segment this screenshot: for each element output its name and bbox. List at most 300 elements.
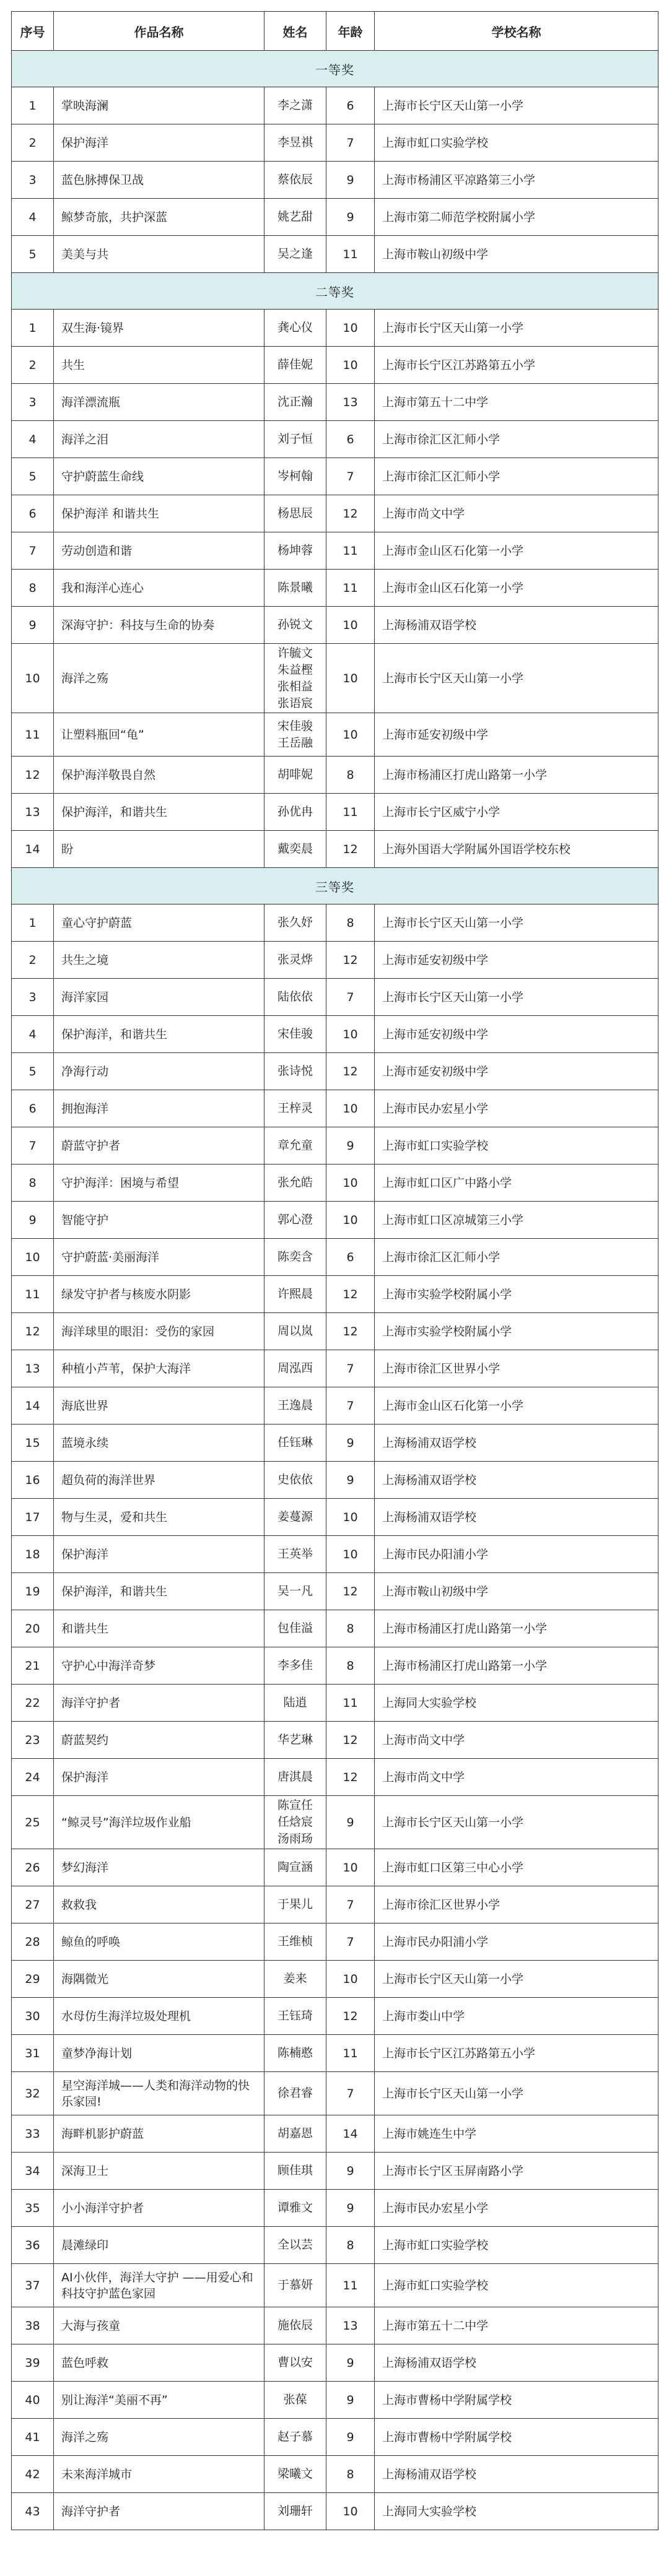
row-age: 9 [326, 2419, 375, 2456]
row-title: 守护蔚蓝生命线 [54, 458, 265, 495]
table-row [12, 162, 658, 199]
row-age: 10 [326, 1961, 375, 1998]
row-title: 海洋之殇 [54, 2419, 265, 2456]
row-title: 蔚蓝契约 [54, 1722, 265, 1759]
row-age: 7 [326, 2072, 375, 2115]
table-row [12, 1849, 658, 1886]
table-row [12, 1127, 658, 1164]
row-name: 陆依依 [265, 979, 326, 1016]
table-row [12, 310, 658, 347]
row-index: 27 [12, 1886, 54, 1923]
row-index: 16 [12, 1462, 54, 1499]
table-row [12, 2153, 658, 2190]
row-title: 童梦净海计划 [54, 2035, 265, 2072]
row-title: 星空海洋城——人类和海洋动物的快乐家园! [54, 2072, 265, 2115]
row-index: 25 [12, 1796, 54, 1849]
row-title: 深海守护：科技与生命的协奏 [54, 607, 265, 644]
row-name: 任钰琳 [265, 1425, 326, 1462]
row-school: 上海市长宁区威宁小学 [375, 794, 658, 831]
row-title: 守护海洋：困境与希望 [54, 1164, 265, 1202]
table-row [12, 1499, 658, 1536]
row-title: 净海行动 [54, 1053, 265, 1090]
row-title: 童心守护蔚蓝 [54, 904, 265, 942]
header-name: 姓名 [265, 12, 326, 51]
row-name: 王逸晨 [265, 1387, 326, 1425]
row-title: 保护海洋，和谐共生 [54, 1016, 265, 1053]
row-school: 上海市徐汇区汇师小学 [375, 1239, 658, 1276]
row-index: 15 [12, 1425, 54, 1462]
table-row [12, 1573, 658, 1610]
award-table [11, 11, 658, 2530]
row-title: 蓝境永续 [54, 1425, 265, 1462]
table-row [12, 979, 658, 1016]
row-school: 上海市鞍山初级中学 [375, 1573, 658, 1610]
row-age: 10 [326, 644, 375, 713]
row-school: 上海市长宁区天山第一小学 [375, 2072, 658, 2115]
row-title: 蓝色脉搏保卫战 [54, 162, 265, 199]
row-title: 守护心中海洋奇梦 [54, 1647, 265, 1685]
row-index: 13 [12, 1350, 54, 1387]
row-school: 上海市实验学校附属小学 [375, 1276, 658, 1313]
row-name: 戴奕晨 [265, 831, 326, 868]
row-title: 守护蔚蓝·美丽海洋 [54, 1239, 265, 1276]
table-row [12, 1350, 658, 1387]
row-age: 11 [326, 532, 375, 570]
row-title: 物与生灵，爱和共生 [54, 1499, 265, 1536]
table-row [12, 2115, 658, 2153]
row-school: 上海杨浦双语学校 [375, 1462, 658, 1499]
table-row [12, 2456, 658, 2493]
row-name: 吴一凡 [265, 1573, 326, 1610]
row-title: 梦幻海洋 [54, 1849, 265, 1886]
row-school: 上海市虹口实验学校 [375, 1127, 658, 1164]
row-age: 9 [326, 2153, 375, 2190]
row-name: 周以岚 [265, 1313, 326, 1350]
row-title: 双生海·镜界 [54, 310, 265, 347]
row-age: 11 [326, 570, 375, 607]
row-name: 杨坤蓉 [265, 532, 326, 570]
table-row [12, 421, 658, 458]
row-age: 7 [326, 124, 375, 162]
row-index: 5 [12, 458, 54, 495]
header-title: 作品名称 [54, 12, 265, 51]
row-school: 上海市长宁区天山第一小学 [375, 904, 658, 942]
row-age: 7 [326, 979, 375, 1016]
row-index: 22 [12, 1685, 54, 1722]
row-school: 上海杨浦双语学校 [375, 607, 658, 644]
row-index: 39 [12, 2344, 54, 2382]
row-title: 海洋球里的眼泪：受伤的家园 [54, 1313, 265, 1350]
row-name: 李多佳 [265, 1647, 326, 1685]
row-age: 8 [326, 904, 375, 942]
row-age: 12 [326, 1998, 375, 2035]
row-school: 上海市虹口实验学校 [375, 124, 658, 162]
row-name: 王维桢 [265, 1923, 326, 1961]
row-index: 29 [12, 1961, 54, 1998]
row-age: 8 [326, 1647, 375, 1685]
row-name: 王梓灵 [265, 1090, 326, 1127]
row-name: 张允皓 [265, 1164, 326, 1202]
row-title: 拥抱海洋 [54, 1090, 265, 1127]
row-index: 5 [12, 1053, 54, 1090]
table-row [12, 1462, 658, 1499]
row-age: 12 [326, 1313, 375, 1350]
table-row [12, 1759, 658, 1796]
table-row [12, 757, 658, 794]
row-index: 14 [12, 831, 54, 868]
row-title: 蔚蓝守护者 [54, 1127, 265, 1164]
row-age: 11 [326, 2035, 375, 2072]
row-school: 上海市民办宏星小学 [375, 2190, 658, 2227]
row-index: 21 [12, 1647, 54, 1685]
table-row [12, 1685, 658, 1722]
row-title: 保护海洋 [54, 1536, 265, 1573]
table-row [12, 2264, 658, 2307]
row-index: 11 [12, 1276, 54, 1313]
row-title: 海洋漂流瓶 [54, 384, 265, 421]
row-age: 6 [326, 87, 375, 124]
row-age: 10 [326, 1499, 375, 1536]
row-index: 33 [12, 2115, 54, 2153]
row-title: 保护海洋 和谐共生 [54, 495, 265, 532]
table-row [12, 1053, 658, 1090]
row-index: 37 [12, 2264, 54, 2307]
table-row [12, 1610, 658, 1647]
table-row [12, 942, 658, 979]
row-age: 10 [326, 607, 375, 644]
table-row [12, 1425, 658, 1462]
row-school: 上海市长宁区江苏路第五小学 [375, 2035, 658, 2072]
row-name: 杨思辰 [265, 495, 326, 532]
row-name: 陶宣涵 [265, 1849, 326, 1886]
row-school: 上海市徐汇区世界小学 [375, 1350, 658, 1387]
row-age: 10 [326, 1536, 375, 1573]
row-index: 6 [12, 1090, 54, 1127]
table-row [12, 1998, 658, 2035]
row-name: 全以芸 [265, 2227, 326, 2264]
row-index: 40 [12, 2382, 54, 2419]
row-index: 8 [12, 570, 54, 607]
table-row [12, 199, 658, 236]
row-index: 12 [12, 1313, 54, 1350]
row-index: 5 [12, 236, 54, 273]
row-title: 保护海洋敬畏自然 [54, 757, 265, 794]
row-index: 2 [12, 942, 54, 979]
row-title: 超负荷的海洋世界 [54, 1462, 265, 1499]
row-name: 吴之逢 [265, 236, 326, 273]
row-name: 胡啡妮 [265, 757, 326, 794]
row-title: 让塑料瓶回“龟” [54, 713, 265, 757]
row-index: 18 [12, 1536, 54, 1573]
row-index: 31 [12, 2035, 54, 2072]
row-school: 上海市第五十二中学 [375, 2307, 658, 2344]
table-row [12, 87, 658, 124]
table-row [12, 607, 658, 644]
table-row [12, 1090, 658, 1127]
row-index: 2 [12, 124, 54, 162]
row-age: 9 [326, 162, 375, 199]
row-school: 上海市虹口区广中路小学 [375, 1164, 658, 1202]
row-title: 未来海洋城市 [54, 2456, 265, 2493]
row-index: 7 [12, 1127, 54, 1164]
row-age: 9 [326, 199, 375, 236]
row-title: 保护海洋 [54, 124, 265, 162]
row-index: 43 [12, 2493, 54, 2530]
row-title: 大海与孩童 [54, 2307, 265, 2344]
row-age: 12 [326, 1276, 375, 1313]
row-title: 海洋守护者 [54, 2493, 265, 2530]
row-age: 11 [326, 794, 375, 831]
row-name: 孙锐文 [265, 607, 326, 644]
row-age: 8 [326, 2456, 375, 2493]
row-school: 上海市第二师范学校附属小学 [375, 199, 658, 236]
row-name: 曹以安 [265, 2344, 326, 2382]
row-school: 上海市徐汇区汇师小学 [375, 458, 658, 495]
row-school: 上海市长宁区天山第一小学 [375, 644, 658, 713]
table-row [12, 1387, 658, 1425]
table-row [12, 532, 658, 570]
row-title: 晨滩绿印 [54, 2227, 265, 2264]
table-row [12, 904, 658, 942]
row-age: 8 [326, 1610, 375, 1647]
row-school: 上海市杨浦区打虎山路第一小学 [375, 1647, 658, 1685]
row-title: 我和海洋心连心 [54, 570, 265, 607]
row-name: 薛佳妮 [265, 347, 326, 384]
row-name: 顾佳琪 [265, 2153, 326, 2190]
row-age: 11 [326, 1685, 375, 1722]
table-body [12, 51, 658, 2530]
row-index: 38 [12, 2307, 54, 2344]
table-row [12, 2419, 658, 2456]
row-index: 6 [12, 495, 54, 532]
row-title: 鲸鱼的呼唤 [54, 1923, 265, 1961]
row-index: 35 [12, 2190, 54, 2227]
row-index: 30 [12, 1998, 54, 2035]
row-age: 13 [326, 384, 375, 421]
row-school: 上海市尚文中学 [375, 495, 658, 532]
section-row [12, 868, 658, 904]
table-row [12, 1164, 658, 1202]
table-row [12, 1276, 658, 1313]
row-school: 上海市延安初级中学 [375, 713, 658, 757]
row-school: 上海杨浦双语学校 [375, 1499, 658, 1536]
row-name: 张葆 [265, 2382, 326, 2419]
row-age: 7 [326, 1387, 375, 1425]
row-school: 上海同大实验学校 [375, 2493, 658, 2530]
row-title: AI小伙伴，海洋大守护 ——用爱心和科技守护蓝色家园 [54, 2264, 265, 2307]
row-age: 11 [326, 2264, 375, 2307]
row-title: 深海卫士 [54, 2153, 265, 2190]
row-title: 水母仿生海洋垃圾处理机 [54, 1998, 265, 2035]
row-school: 上海市实验学校附属小学 [375, 1313, 658, 1350]
row-index: 9 [12, 607, 54, 644]
row-school: 上海市长宁区天山第一小学 [375, 310, 658, 347]
row-title: 蓝色呼救 [54, 2344, 265, 2382]
row-age: 7 [326, 458, 375, 495]
row-school: 上海市徐汇区世界小学 [375, 1886, 658, 1923]
row-title: 保护海洋，和谐共生 [54, 794, 265, 831]
table-row [12, 1722, 658, 1759]
row-name: 胡嘉恩 [265, 2115, 326, 2153]
row-age: 9 [326, 1462, 375, 1499]
row-name: 蔡依辰 [265, 162, 326, 199]
row-school: 上海市杨浦区打虎山路第一小学 [375, 1610, 658, 1647]
row-name: 刘珊轩 [265, 2493, 326, 2530]
row-name: 姜蔓源 [265, 1499, 326, 1536]
row-index: 4 [12, 421, 54, 458]
row-name: 张诗悦 [265, 1053, 326, 1090]
row-age: 13 [326, 2307, 375, 2344]
row-name: 周泓西 [265, 1350, 326, 1387]
row-name: 李昱祺 [265, 124, 326, 162]
table-row [12, 458, 658, 495]
table-row [12, 570, 658, 607]
row-school: 上海市徐汇区汇师小学 [375, 421, 658, 458]
row-school: 上海同大实验学校 [375, 1685, 658, 1722]
row-name: 陈景曦 [265, 570, 326, 607]
table-row [12, 236, 658, 273]
row-school: 上海市第五十二中学 [375, 384, 658, 421]
row-name: 姚艺甜 [265, 199, 326, 236]
section-row [12, 273, 658, 310]
row-age: 10 [326, 1164, 375, 1202]
row-school: 上海市长宁区江苏路第五小学 [375, 347, 658, 384]
header-age: 年龄 [326, 12, 375, 51]
row-school: 上海市金山区石化第一小学 [375, 1387, 658, 1425]
row-school: 上海市尚文中学 [375, 1722, 658, 1759]
row-age: 10 [326, 1849, 375, 1886]
row-age: 9 [326, 2190, 375, 2227]
row-index: 3 [12, 384, 54, 421]
row-school: 上海市虹口实验学校 [375, 2264, 658, 2307]
row-index: 1 [12, 310, 54, 347]
row-age: 9 [326, 1425, 375, 1462]
table-row [12, 1647, 658, 1685]
table-row [12, 831, 658, 868]
row-school: 上海市长宁区天山第一小学 [375, 87, 658, 124]
row-index: 23 [12, 1722, 54, 1759]
row-name: 陈宣任 任焓宸 汤雨玚 [265, 1796, 326, 1849]
row-name: 陆逍 [265, 1685, 326, 1722]
row-name: 刘子恒 [265, 421, 326, 458]
row-name: 史依依 [265, 1462, 326, 1499]
table-row [12, 1313, 658, 1350]
row-name: 陈奕含 [265, 1239, 326, 1276]
table-row [12, 2035, 658, 2072]
row-name: 宋佳骏 [265, 1016, 326, 1053]
row-title: 救救我 [54, 1886, 265, 1923]
row-age: 6 [326, 1239, 375, 1276]
row-age: 8 [326, 2227, 375, 2264]
row-name: 姜来 [265, 1961, 326, 1998]
row-title: 海洋之殇 [54, 644, 265, 713]
row-school: 上海杨浦双语学校 [375, 2344, 658, 2382]
row-name: 王钰琦 [265, 1998, 326, 2035]
row-title: 盼 [54, 831, 265, 868]
row-age: 10 [326, 2493, 375, 2530]
header-index: 序号 [12, 12, 54, 51]
row-name: 赵子慕 [265, 2419, 326, 2456]
row-school: 上海市延安初级中学 [375, 1016, 658, 1053]
row-title: 海畔机影护蔚蓝 [54, 2115, 265, 2153]
row-age: 12 [326, 1573, 375, 1610]
row-name: 唐淇晨 [265, 1759, 326, 1796]
row-school: 上海市民办宏星小学 [375, 1090, 658, 1127]
row-school: 上海市杨浦区打虎山路第一小学 [375, 757, 658, 794]
row-title: 和谐共生 [54, 1610, 265, 1647]
row-title: 海洋之泪 [54, 421, 265, 458]
row-title: 小小海洋守护者 [54, 2190, 265, 2227]
row-school: 上海市虹口区凉城第三小学 [375, 1202, 658, 1239]
row-school: 上海市长宁区天山第一小学 [375, 979, 658, 1016]
table-row [12, 495, 658, 532]
row-school: 上海市民办阳浦小学 [375, 1923, 658, 1961]
row-age: 12 [326, 1759, 375, 1796]
row-school: 上海市虹口实验学校 [375, 2227, 658, 2264]
row-age: 12 [326, 495, 375, 532]
table-row [12, 1886, 658, 1923]
table-row [12, 794, 658, 831]
section-label: 一等奖 [12, 51, 658, 87]
row-title: 鲸梦奇旅，共护深蓝 [54, 199, 265, 236]
table-row [12, 2227, 658, 2264]
table-row [12, 1239, 658, 1276]
row-name: 张灵烨 [265, 942, 326, 979]
row-school: 上海市杨浦区平凉路第三小学 [375, 162, 658, 199]
row-title: 保护海洋，和谐共生 [54, 1573, 265, 1610]
row-age: 10 [326, 347, 375, 384]
row-name: 龚心仪 [265, 310, 326, 347]
row-school: 上海市虹口区第三中心小学 [375, 1849, 658, 1886]
row-school: 上海市延安初级中学 [375, 1053, 658, 1090]
row-name: 许熙晨 [265, 1276, 326, 1313]
row-index: 42 [12, 2456, 54, 2493]
row-name: 许毓文 朱益樫 张相益 张语宸 [265, 644, 326, 713]
row-index: 4 [12, 199, 54, 236]
row-age: 11 [326, 236, 375, 273]
row-index: 24 [12, 1759, 54, 1796]
table-row [12, 1923, 658, 1961]
row-index: 26 [12, 1849, 54, 1886]
row-index: 9 [12, 1202, 54, 1239]
table-row [12, 1202, 658, 1239]
table-row [12, 1536, 658, 1573]
row-school: 上海市金山区石化第一小学 [375, 570, 658, 607]
row-name: 华艺琳 [265, 1722, 326, 1759]
row-school: 上海市长宁区天山第一小学 [375, 1961, 658, 1998]
row-name: 陈楠憨 [265, 2035, 326, 2072]
header-row [12, 12, 658, 51]
row-school: 上海市长宁区玉屏南路小学 [375, 2153, 658, 2190]
row-index: 28 [12, 1923, 54, 1961]
row-index: 13 [12, 794, 54, 831]
row-school: 上海市姚连生中学 [375, 2115, 658, 2153]
row-title: 海隅微光 [54, 1961, 265, 1998]
row-title: 绿发守护者与核废水阴影 [54, 1276, 265, 1313]
row-school: 上海市延安初级中学 [375, 942, 658, 979]
row-index: 4 [12, 1016, 54, 1053]
table-row [12, 1961, 658, 1998]
row-school: 上海市金山区石化第一小学 [375, 532, 658, 570]
row-school: 上海杨浦双语学校 [375, 2456, 658, 2493]
table-row [12, 1016, 658, 1053]
row-name: 李之潇 [265, 87, 326, 124]
row-title: “鲸灵号”海洋垃圾作业船 [54, 1796, 265, 1849]
row-title: 海底世界 [54, 1387, 265, 1425]
row-school: 上海市曹杨中学附属学校 [375, 2419, 658, 2456]
row-index: 8 [12, 1164, 54, 1202]
row-name: 梁曦文 [265, 2456, 326, 2493]
